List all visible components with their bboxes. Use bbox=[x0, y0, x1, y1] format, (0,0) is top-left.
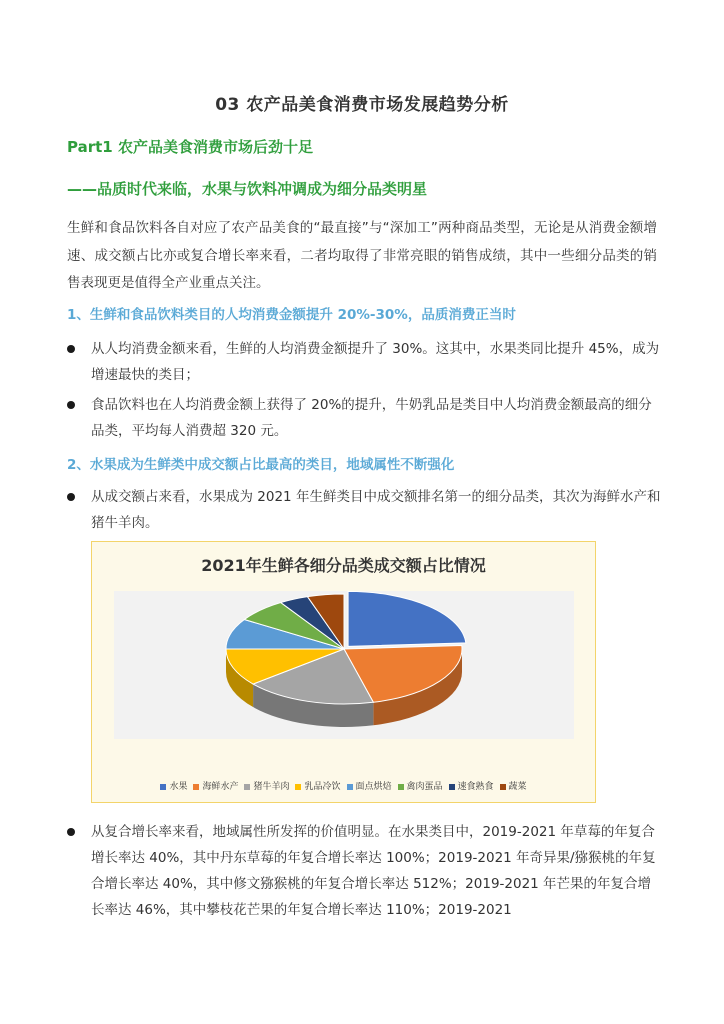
legend-swatch bbox=[160, 784, 166, 790]
legend-item bbox=[500, 779, 527, 792]
bullet-text: 从人均消费金额来看，生鲜的人均消费金额提升了 30%。这其中，水果类同比提升 45%，成为增速最快的类目； bbox=[91, 341, 660, 383]
pie-slices bbox=[226, 591, 466, 704]
legend-swatch bbox=[347, 784, 353, 790]
page-title: 03 农产品美食消费市场发展趋势分析 bbox=[215, 95, 509, 115]
legend-swatch bbox=[500, 784, 506, 790]
pie-chart bbox=[91, 541, 596, 803]
legend-swatch bbox=[398, 784, 404, 790]
bullet-text: 从成交额占来看，水果成为 2021 年生鲜类目中成交额排名第一的细分品类，其次为海鲜水产和猪牛羊肉。 bbox=[91, 489, 661, 531]
bullet-text: 从复合增长率来看，地域属性所发挥的价值明显。在水果类目中，2019-2021 年草莓的年复合增长率达 40%，其中丹东草莓的年复合增长率达 100%；2019-2021 年奇异果/猕猴桃的年复合增长率达 40%，其中修文猕猴桃的年复合增长率达 512%；2019-2021 年芒果的年复合增长率达 46%，其中攀枝花芒果的年复合增长率达 110%；2019-2021 bbox=[91, 824, 656, 918]
legend-item bbox=[193, 779, 238, 792]
intro-paragraph: 生鲜和食品饮料各自对应了农产品美食的“最直接”与“深加工”两种商品类型，无论是从消费金额增速、成交额占比亦或复合增长率来看，二者均取得了非常亮眼的销售成绩，其中一些细分品类的销售表现更是值得全产业重点关注。 bbox=[67, 220, 657, 291]
legend-label: 海鲜水产 bbox=[202, 782, 239, 792]
bullet-dot-icon bbox=[67, 401, 75, 409]
pie-svg bbox=[92, 542, 595, 802]
legend-item bbox=[449, 779, 494, 792]
sub-heading: ——品质时代来临，水果与饮料冲调成为细分品类明星 bbox=[67, 180, 428, 198]
bullet-dot-icon bbox=[67, 828, 75, 836]
bullet-dot-icon bbox=[67, 345, 75, 353]
chart-legend bbox=[92, 779, 595, 792]
legend-item bbox=[398, 779, 443, 792]
bullet-item bbox=[67, 819, 662, 923]
bullet-text: 食品饮料也在人均消费金额上获得了 20%的提升，牛奶乳品是类目中人均消费金额最高的细分品类，平均每人消费超 320 元。 bbox=[91, 397, 652, 439]
legend-label: 猪牛羊肉 bbox=[253, 782, 290, 792]
legend-swatch bbox=[193, 784, 199, 790]
legend-item bbox=[295, 779, 340, 792]
legend-swatch bbox=[449, 784, 455, 790]
bullet-item bbox=[67, 484, 662, 536]
bullet-item bbox=[67, 336, 662, 388]
bullet-dot-icon bbox=[67, 493, 75, 501]
legend-item bbox=[347, 779, 392, 792]
part-heading: Part1 农产品美食消费市场后劲十足 bbox=[67, 138, 313, 156]
legend-label: 面点烘焙 bbox=[355, 782, 392, 792]
chart-title: 2021年生鲜各细分品类成交额占比情况 bbox=[201, 556, 486, 575]
pie-slice-水果 bbox=[348, 591, 466, 646]
section-heading-1: 1、生鲜和食品饮料类目的人均消费金额提升 20%-30%，品质消费正当时 bbox=[67, 307, 516, 323]
legend-label: 禽肉蛋品 bbox=[406, 782, 443, 792]
legend-label: 蔬菜 bbox=[508, 782, 527, 792]
legend-item bbox=[244, 779, 289, 792]
legend-label: 速食熟食 bbox=[457, 782, 494, 792]
section-heading-2: 2、水果成为生鲜类中成交额占比最高的类目，地域属性不断强化 bbox=[67, 457, 455, 473]
legend-label: 乳品冷饮 bbox=[304, 782, 341, 792]
bullet-item bbox=[67, 392, 662, 444]
legend-swatch bbox=[295, 784, 301, 790]
legend-swatch bbox=[244, 784, 250, 790]
legend-label: 水果 bbox=[169, 782, 188, 792]
legend-item bbox=[160, 779, 187, 792]
